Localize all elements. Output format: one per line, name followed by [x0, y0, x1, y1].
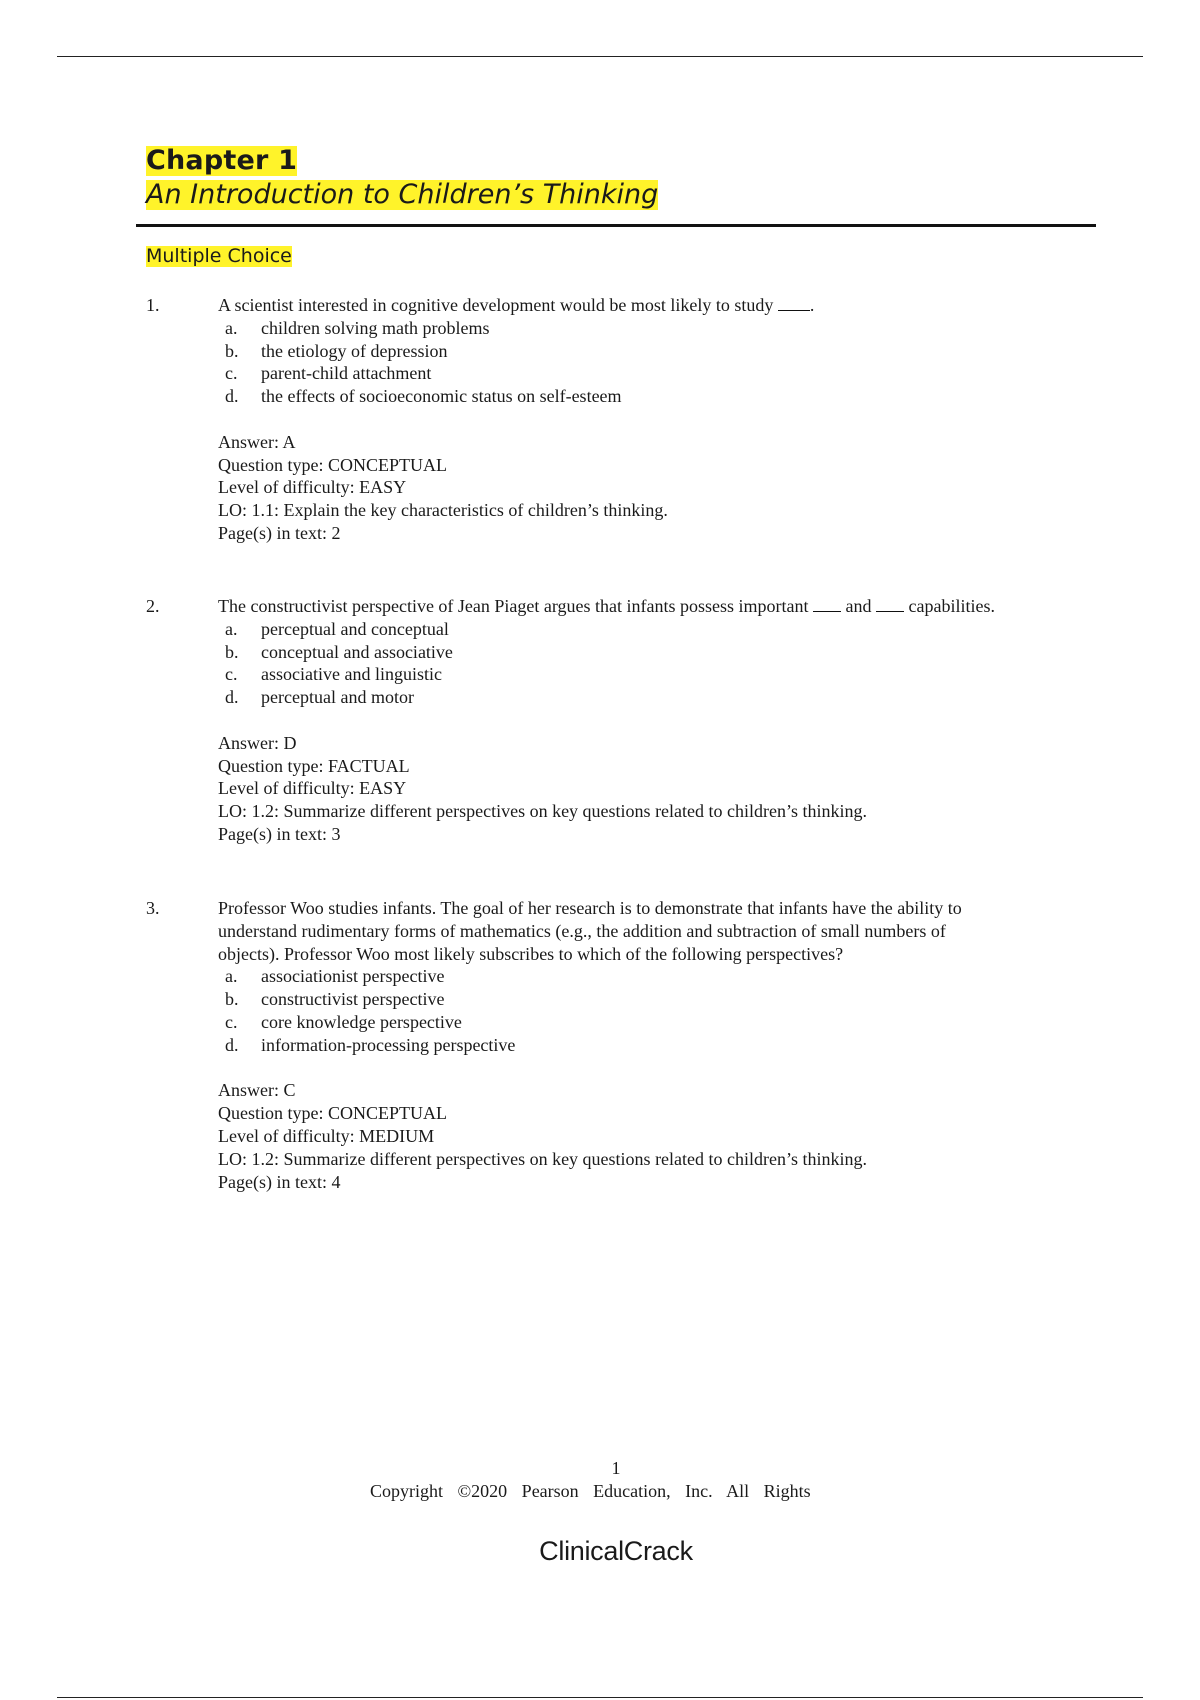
option-letter: c.	[225, 664, 238, 685]
stem-line: objects). Professor Woo most likely subscribes to which of the following perspectives?	[218, 943, 844, 964]
option-text: constructivist perspective	[261, 989, 445, 1010]
top-page-rule	[57, 56, 1143, 57]
copyright-notice: Copyright ©2020 Pearson Education, Inc. All Rights	[370, 1481, 811, 1501]
option-d	[225, 385, 1106, 408]
answer: Answer: C	[218, 1080, 296, 1101]
option-text: associationist perspective	[261, 966, 445, 987]
answer-blank	[778, 296, 810, 311]
brand-watermark: ClinicalCrack	[539, 1536, 693, 1566]
option-c	[225, 362, 1106, 385]
learning-objective: LO: 1.2: Summarize different perspectives on key questions related to children’s thinking.	[218, 1148, 868, 1169]
option-letter: d.	[225, 687, 239, 708]
option-text: associative and linguistic	[261, 664, 442, 685]
answer: Answer: D	[218, 732, 297, 753]
stem-line: Professor Woo studies infants. The goal of her research is to demonstrate that infants have the ability to	[218, 898, 962, 918]
stem-end: .	[809, 295, 815, 315]
question-1	[146, 294, 1106, 545]
option-text: core knowledge perspective	[261, 1011, 462, 1032]
question-stem	[218, 595, 1106, 618]
option-b	[225, 641, 1106, 664]
option-letter: d.	[225, 1034, 239, 1055]
stem-text: The constructivist perspective of Jean Piaget argues that infants possess important	[218, 596, 809, 616]
option-letter: d.	[225, 386, 239, 407]
option-letter: a.	[225, 966, 238, 987]
question-stem	[218, 294, 1106, 317]
option-text: conceptual and associative	[261, 641, 453, 662]
title-divider	[136, 224, 1096, 227]
option-a	[225, 965, 1106, 988]
question-type: Question type: CONCEPTUAL	[218, 454, 447, 475]
answer: Answer: A	[218, 431, 296, 452]
text-pages: Page(s) in text: 4	[218, 1171, 341, 1192]
question-type: Question type: CONCEPTUAL	[218, 1103, 447, 1124]
chapter-title: An Introduction to Children’s Thinking	[146, 179, 659, 211]
chapter-label: Chapter 1	[146, 145, 298, 176]
question-type: Question type: FACTUAL	[218, 755, 410, 776]
question-number: 1.	[146, 295, 160, 315]
option-letter: b.	[225, 989, 239, 1010]
option-c	[225, 663, 1106, 686]
question-stem	[218, 897, 1106, 965]
option-text: children solving math problems	[261, 317, 490, 338]
learning-objective: LO: 1.2: Summarize different perspectives on key questions related to children’s thinking.	[218, 801, 868, 822]
option-text: the etiology of depression	[261, 340, 448, 361]
option-letter: c.	[225, 1011, 238, 1032]
answer-blank	[876, 597, 904, 612]
option-letter: b.	[225, 641, 239, 662]
option-letter: b.	[225, 340, 239, 361]
option-b	[225, 988, 1106, 1011]
learning-objective: LO: 1.1: Explain the key characteristics of children’s thinking.	[218, 500, 668, 521]
option-list	[218, 965, 1106, 1056]
option-a	[225, 317, 1106, 340]
option-d	[225, 686, 1106, 709]
difficulty: Level of difficulty: EASY	[218, 477, 407, 498]
option-d	[225, 1034, 1106, 1057]
text-pages: Page(s) in text: 2	[218, 522, 341, 543]
option-c	[225, 1011, 1106, 1034]
stem-line: understand rudimentary forms of mathematics (e.g., the addition and subtraction of small numbers of	[218, 920, 946, 941]
option-text: information-processing perspective	[261, 1034, 516, 1055]
option-text: perceptual and conceptual	[261, 618, 449, 639]
question-metadata	[218, 1079, 1106, 1193]
difficulty: Level of difficulty: MEDIUM	[218, 1125, 435, 1146]
question-number: 3.	[146, 898, 160, 918]
answer-blank	[813, 597, 841, 612]
question-metadata	[218, 732, 1106, 846]
stem-text: and	[845, 596, 872, 616]
option-letter: c.	[225, 363, 238, 384]
difficulty: Level of difficulty: EASY	[218, 778, 407, 799]
option-text: the effects of socioeconomic status on self-esteem	[261, 386, 622, 407]
stem-text: capabilities.	[908, 596, 995, 616]
question-metadata	[218, 431, 1106, 545]
option-a	[225, 618, 1106, 641]
stem-text: A scientist interested in cognitive development would be most likely to study	[218, 295, 774, 315]
option-list	[218, 317, 1106, 408]
text-pages: Page(s) in text: 3	[218, 823, 341, 844]
section-heading	[146, 245, 292, 267]
bottom-page-rule	[57, 1697, 1143, 1698]
option-text: parent-child attachment	[261, 363, 432, 384]
option-letter: a.	[225, 317, 238, 338]
chapter-header	[146, 146, 658, 210]
option-b	[225, 340, 1106, 363]
question-2	[146, 595, 1106, 846]
question-number: 2.	[146, 596, 160, 616]
option-list	[218, 618, 1106, 709]
page-number: 1	[611, 1458, 621, 1478]
section-label: Multiple Choice	[146, 245, 292, 267]
option-letter: a.	[225, 618, 238, 639]
option-text: perceptual and motor	[261, 687, 414, 708]
question-3	[146, 897, 1106, 1193]
